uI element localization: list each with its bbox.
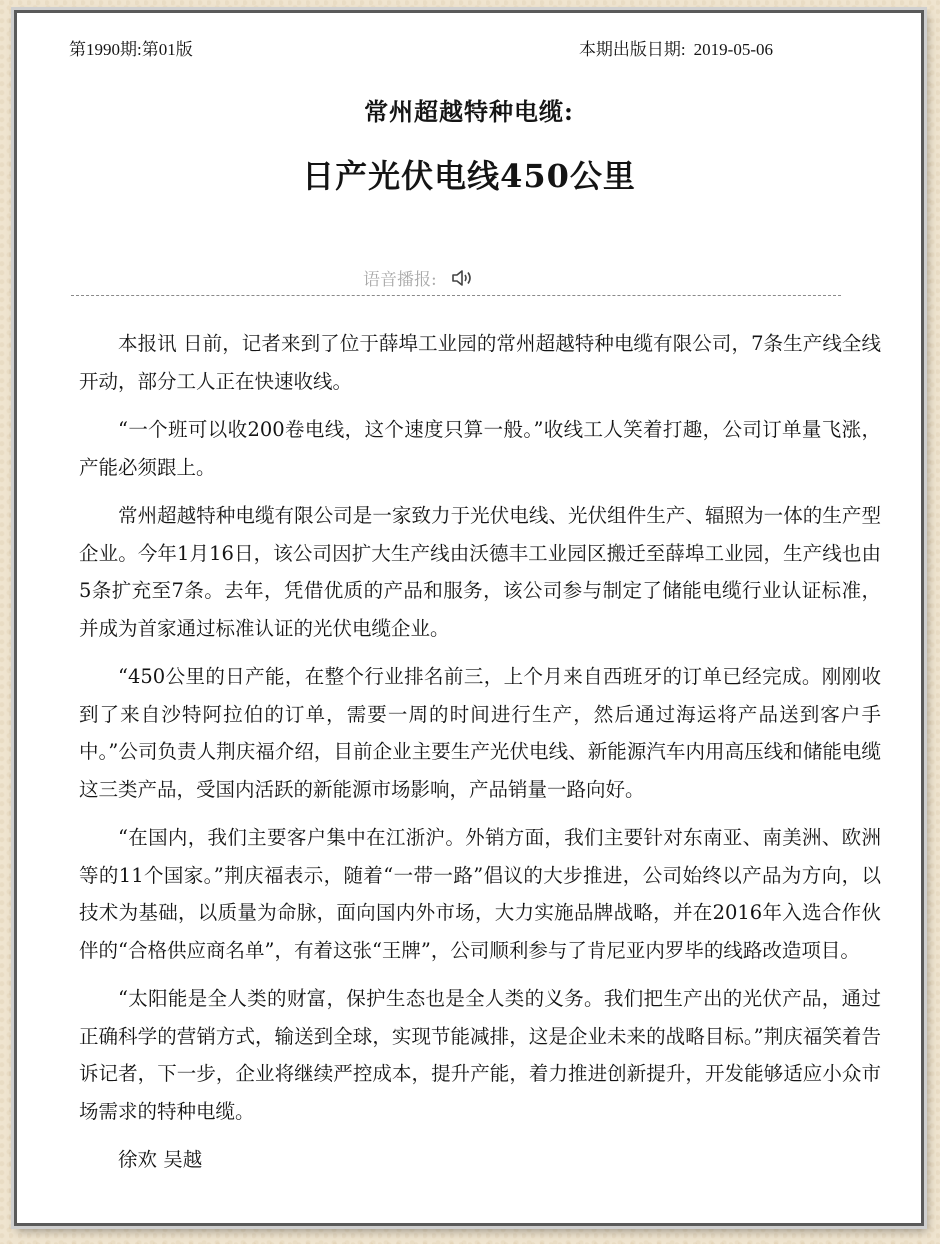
newspaper-page	[14, 10, 924, 1226]
article-paragraph: 本报讯 日前，记者来到了位于薛埠工业园的常州超越特种电缆有限公司，7条生产线全线开动，部分工人正在快速收线。	[79, 332, 881, 393]
publish-date-value: 2019-05-06	[693, 40, 773, 59]
article-paragraph: “一个班可以收200卷电线，这个速度只算一般。”收线工人笑着打趣，公司订单量飞涨，产能必须跟上。	[79, 418, 881, 479]
article-author: 徐欢 吴越	[118, 1148, 203, 1171]
publish-date	[579, 35, 781, 60]
publish-date-label: 本期出版日期:	[578, 40, 686, 59]
article-body	[79, 325, 881, 1179]
audio-label: 语音播报:	[363, 270, 437, 290]
audio-playback[interactable]	[363, 265, 475, 290]
speaker-icon[interactable]	[451, 268, 475, 288]
article-paragraph: “在国内，我们主要客户集中在江浙沪。外销方面，我们主要针对东南亚、南美洲、欧洲等的11个国家。”荆庆福表示，随着“一带一路”倡议的大步推进，公司始终以产品为方向，以技术为基础，以质量为命脉，面向国内外市场，大力实施品牌战略，并在2016年入选合作伙伴的“合格供应商名单”，有着这张“王牌”，公司顺利参与了肯尼亚内罗毕的线路改造项目。	[79, 826, 881, 962]
article-paragraph: “太阳能是全人类的财富，保护生态也是全人类的义务。我们把生产出的光伏产品，通过正确科学的营销方式，输送到全球，实现节能减排，这是企业未来的战略目标。”荆庆福笑着告诉记者，下一步，企业将继续严控成本，提升产能，着力推进创新提升，开发能够适应小众市场需求的特种电缆。	[79, 987, 881, 1123]
issue-number: 第1990期:第01版	[69, 40, 193, 59]
article-paragraph: 常州超越特种电缆有限公司是一家致力于光伏电线、光伏组件生产、辐照为一体的生产型企业。今年1月16日，该公司因扩大生产线由沃德丰工业园区搬迁至薛埠工业园，生产线也由5条扩充至7条。去年，凭借优质的产品和服务，该公司参与制定了储能电缆行业认证标准，并成为首家通过标准认证的光伏电缆企业。	[79, 504, 881, 640]
article-headline: 日产光伏电线450公里	[302, 157, 636, 195]
article-paragraph: “450公里的日产能，在整个行业排名前三，上个月来自西班牙的订单已经完成。刚刚收到了来自沙特阿拉伯的订单，需要一周的时间进行生产，然后通过海运将产品送到客户手中。”公司负责人荆庆福介绍，目前企业主要生产光伏电线、新能源汽车内用高压线和储能电缆这三类产品，受国内活跃的新能源市场影响，产品销量一路向好。	[79, 665, 881, 801]
dashed-divider	[71, 295, 841, 296]
article-kicker: 常州超越特种电缆:	[364, 97, 574, 126]
